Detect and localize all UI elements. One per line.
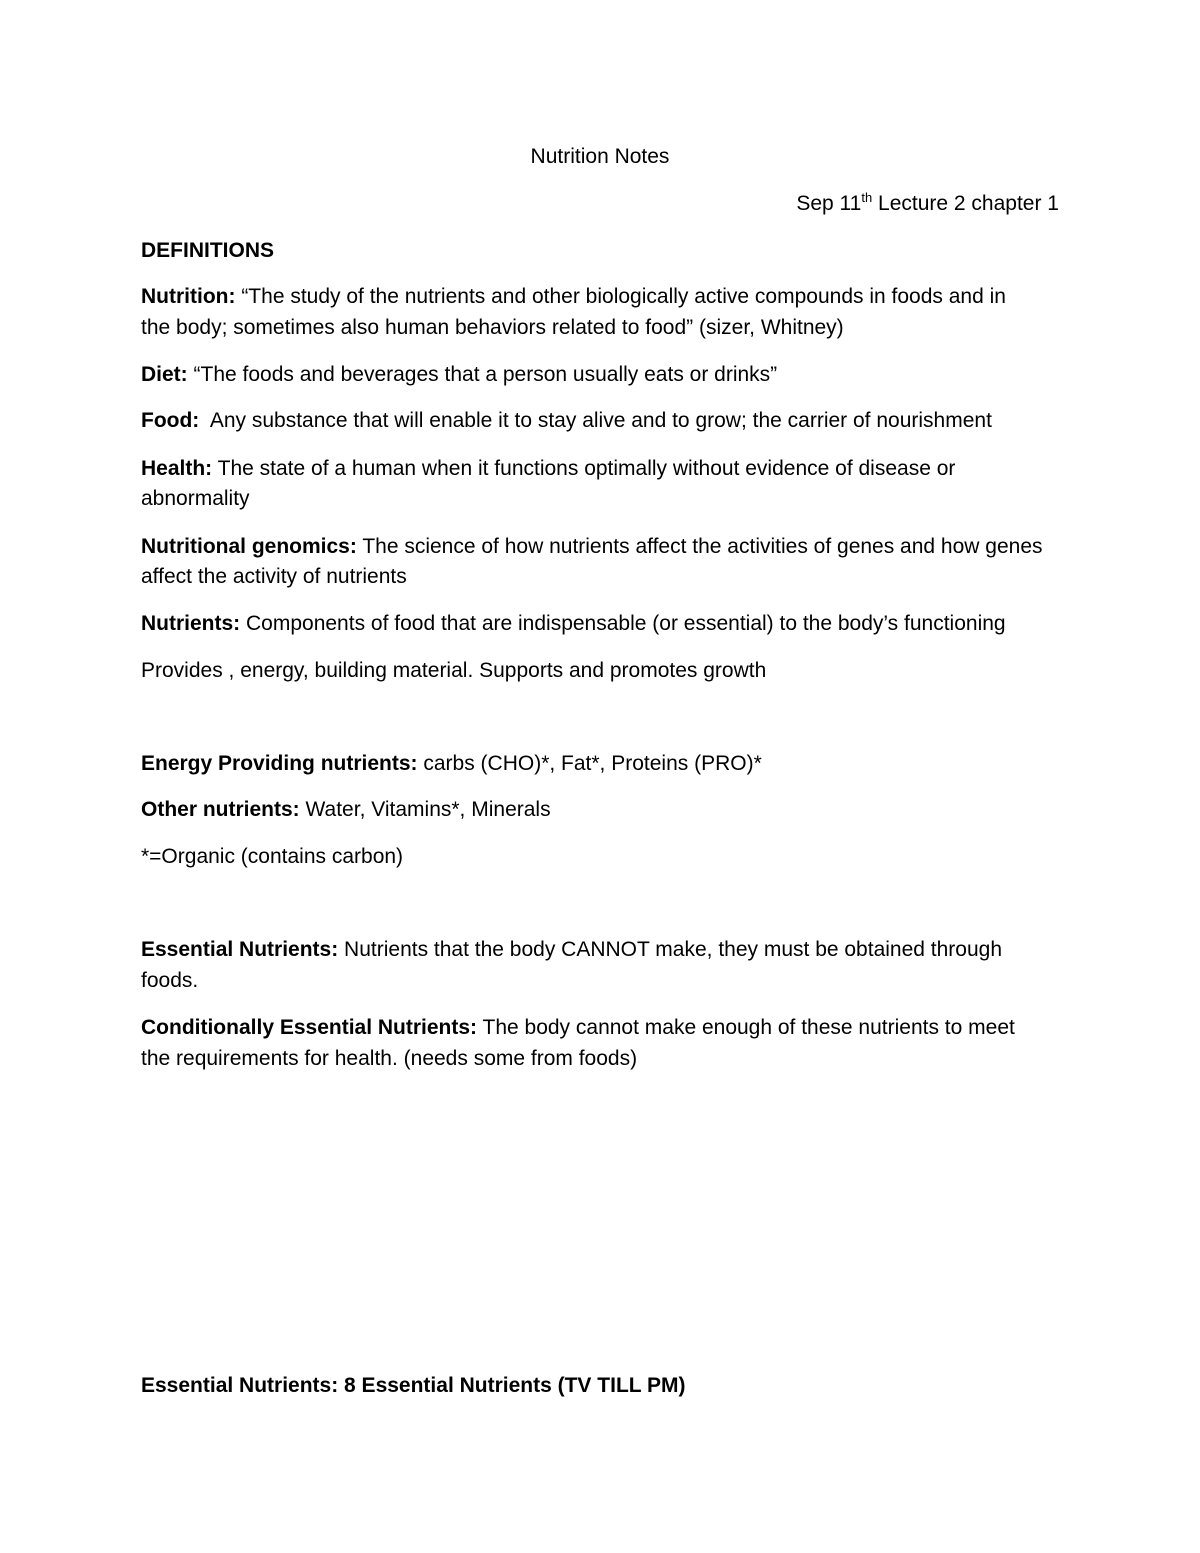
essential-term: Essential Nutrients: xyxy=(141,938,339,961)
definitions-heading: DEFINITIONS xyxy=(141,239,275,262)
health-definition-line2: abnormality xyxy=(141,487,250,510)
diet-definition: Diet: “The foods and beverages that a person usually eats or drinks” xyxy=(141,363,778,386)
nutrition-term: Nutrition: xyxy=(141,285,236,308)
essential-definition-line1: Essential Nutrients: Nutrients that the body CANNOT make, they must be obtained through xyxy=(141,938,1003,961)
nutrients-term: Nutrients: xyxy=(141,612,241,635)
provides-line: Provides , energy, building material. Supports and promotes growth xyxy=(141,659,767,682)
genomics-definition-line1: Nutritional genomics: The science of how nutrients affect the activities of genes and how genes xyxy=(141,535,1043,558)
date-prefix: Sep 11 xyxy=(796,192,862,215)
food-term: Food: xyxy=(141,409,200,432)
document-title: Nutrition Notes xyxy=(530,145,670,168)
nutrition-definition-line2: the body; sometimes also human behaviors related to food” (sizer, Whitney) xyxy=(141,316,844,339)
conditional-term: Conditionally Essential Nutrients: xyxy=(141,1016,478,1039)
essential-definition-line2: foods. xyxy=(141,969,199,992)
nutrition-definition-line1: Nutrition: “The study of the nutrients and other biologically active compounds in foods and in xyxy=(141,285,1006,308)
energy-nutrients-line: Energy Providing nutrients: carbs (CHO)*, Fat*, Proteins (PRO)* xyxy=(141,752,762,775)
nutrients-definition: Nutrients: Components of food that are indispensable (or essential) to the body’s functioning xyxy=(141,612,1006,635)
food-definition: Food: Any substance that will enable it to stay alive and to grow; the carrier of nourishment xyxy=(141,409,992,432)
genomics-definition-line2: affect the activity of nutrients xyxy=(141,565,407,588)
other-term: Other nutrients: xyxy=(141,798,300,821)
health-definition-line1: Health: The state of a human when it functions optimally without evidence of disease or xyxy=(141,457,956,480)
conditional-definition-line1: Conditionally Essential Nutrients: The body cannot make enough of these nutrients to meet xyxy=(141,1016,1015,1039)
diet-term: Diet: xyxy=(141,363,188,386)
conditional-definition-line2: the requirements for health. (needs some from foods) xyxy=(141,1047,638,1070)
lecture-date xyxy=(796,189,1059,219)
health-term: Health: xyxy=(141,457,213,480)
organic-note: *=Organic (contains carbon) xyxy=(141,845,404,868)
date-superscript: th xyxy=(861,190,873,205)
other-nutrients-line: Other nutrients: Water, Vitamins*, Minerals xyxy=(141,798,551,821)
energy-term: Energy Providing nutrients: xyxy=(141,752,418,775)
genomics-term: Nutritional genomics: xyxy=(141,535,357,558)
essential-nutrients-list-heading: Essential Nutrients: 8 Essential Nutrients (TV TILL PM) xyxy=(141,1374,686,1397)
date-suffix: Lecture 2 chapter 1 xyxy=(872,192,1059,215)
